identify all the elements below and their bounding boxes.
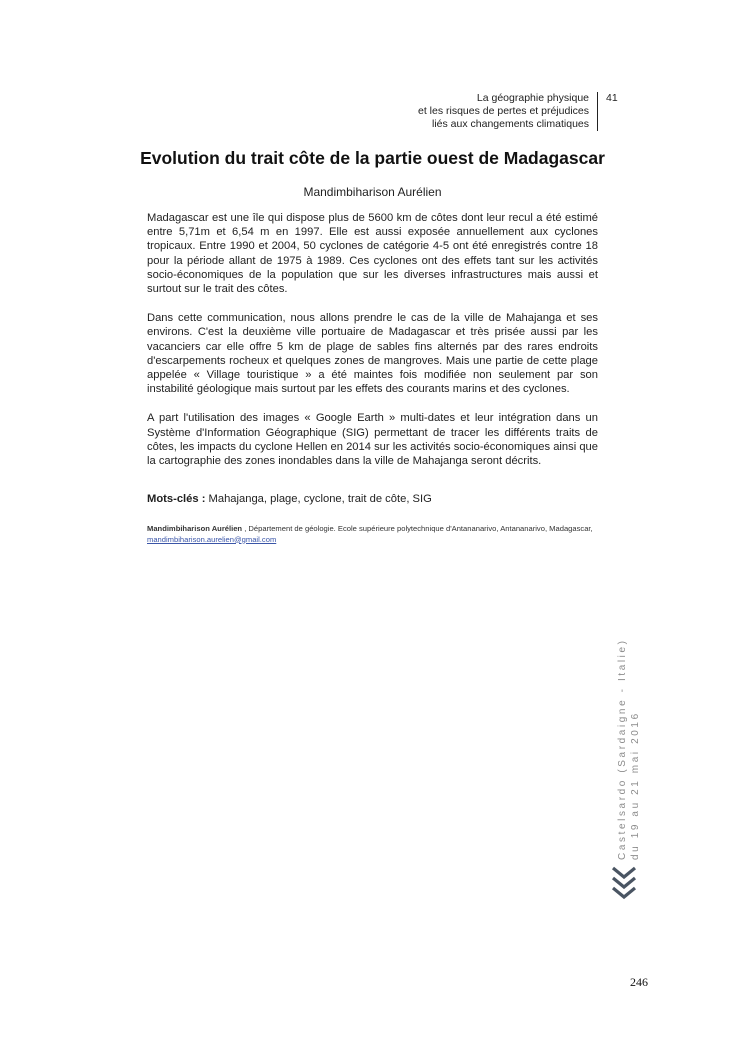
abstract [147, 211, 598, 483]
article-title: Evolution du trait côte de la partie ouest de Madagascar [140, 148, 605, 168]
affiliation-name: Mandimbiharison Aurélien [147, 524, 243, 533]
running-header-line: liés aux changements climatiques [432, 118, 589, 130]
abstract-paragraph: Dans cette communication, nous allons prendre le cas de la ville de Mahajanga et ses environs. C'est la deuxième ville portuaire de Madagascar et très prisée aussi par les vacanciers car elle offre 5 km de plage de sables fins alternés par des rares endroits d'escarpements rocheux et quelques zones de mangroves. Mais une partie de cette plage appelée « Village touristique » a été maintes fois modifiée non seulement par son instabilité géologique mais surtout par les effets des courants marins et des cyclones. [147, 312, 598, 396]
triple-chevron-down-icon [611, 865, 637, 901]
page-number: 246 [630, 975, 648, 989]
side-text-line-dates: du 19 au 21 mai 2016 [629, 711, 641, 860]
affiliation-email-link[interactable]: mandimbiharison.aurelien@gmail.com [147, 534, 277, 544]
page-top-number: 41 [606, 92, 618, 104]
keywords-label: Mots-clés : [147, 493, 206, 505]
abstract-paragraph: A part l'utilisation des images « Google Earth » multi-dates et leur intégration dans un Système d'Information Géographique (SIG) permettant de tracer les différents traits de côtes, les impacts du cyclone Hellen en 2014 sur les activités socio-économiques ainsi que la cartographie des zones inondables dans la ville de Mahajanga seront décrits. [147, 412, 598, 468]
running-header-line: et les risques de pertes et préjudices [417, 105, 589, 117]
running-header [418, 92, 598, 131]
affiliation-text: , Département de géologie. Ecole supérieure polytechnique d'Antananarivo, Antananarivo, Madagascar, [242, 524, 593, 533]
author-name: Mandimbiharison Aurélien [303, 185, 442, 199]
conference-side-text [617, 638, 642, 860]
running-header-line: La géographie physique [476, 92, 589, 104]
abstract-paragraph: Madagascar est une île qui dispose plus de 5600 km de côtes dont leur recul a été estimé entre 5,71m et 6,54 m en 1997. Elle est aussi exposée annuellement aux cyclones tropicaux. Entre 1990 et 2004, 50 cyclones de catégorie 4-5 ont été enregistrés contre 18 pour la période allant de 1975 à 1989. Ces cyclones ont des effets tant sur les activités socio-économiques de la population que sur les diverses infrastructures mais aussi et surtout sur le trait des côtes. [147, 212, 598, 296]
keywords [147, 493, 598, 505]
author-affiliation [147, 524, 598, 545]
keywords-text: Mahajanga, plage, cyclone, trait de côte, SIG [205, 493, 432, 505]
side-text-line-venue: Castelsardo (Sardaigne - Italie) [617, 638, 628, 860]
